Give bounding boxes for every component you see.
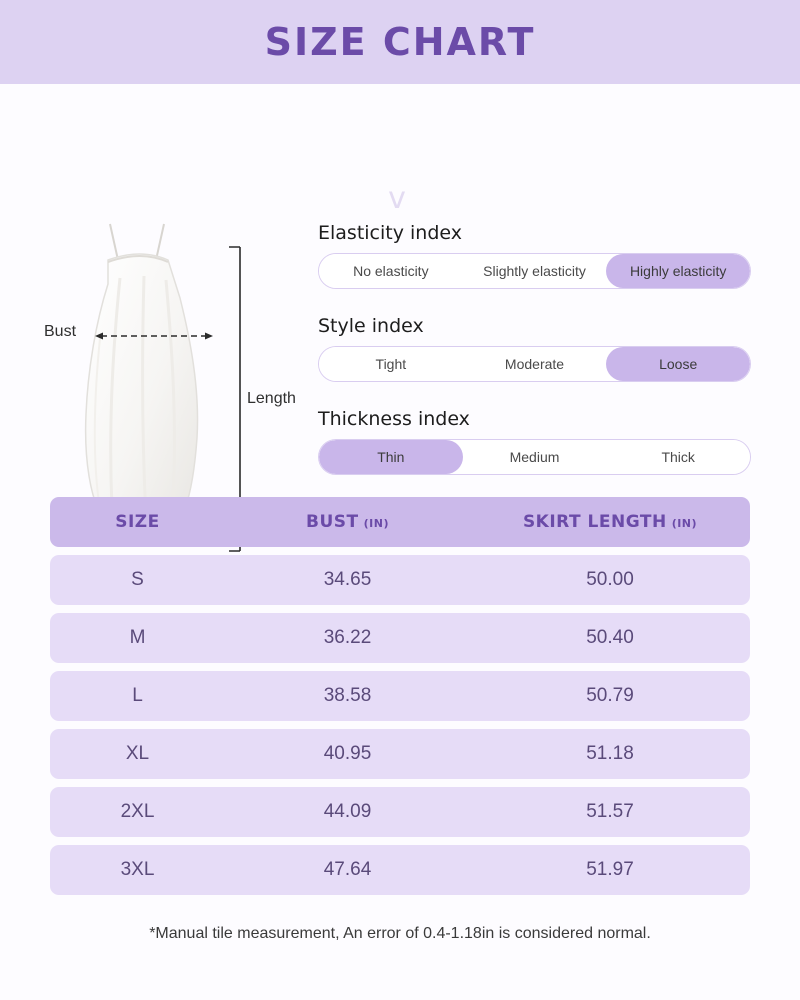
table-row (50, 729, 750, 779)
bust-measure-label: Bust (44, 323, 77, 340)
header-skirt-length-label: SKIRT LENGTH (522, 512, 667, 532)
elasticity-index-block (318, 222, 752, 289)
thickness-index-block (318, 408, 752, 475)
style-index-block (318, 315, 752, 382)
thickness-option-medium[interactable]: Medium (463, 440, 607, 474)
style-option-loose[interactable]: Loose (606, 347, 750, 381)
cell-bust: 44.09 (323, 801, 372, 822)
style-option-moderate[interactable]: Moderate (463, 347, 607, 381)
thickness-option-thick[interactable]: Thick (606, 440, 750, 474)
top-section (0, 84, 800, 484)
table-row (50, 613, 750, 663)
page-header (0, 0, 800, 84)
cell-skirt-length: 50.00 (586, 569, 634, 590)
cell-bust: 47.64 (323, 859, 372, 880)
elasticity-option-no[interactable]: No elasticity (319, 254, 463, 288)
cell-size: 3XL (120, 859, 155, 880)
size-table (50, 497, 750, 903)
elasticity-index-bar[interactable] (318, 253, 751, 289)
cell-bust: 38.58 (323, 685, 372, 706)
thickness-option-thin[interactable]: Thin (319, 440, 463, 474)
cell-skirt-length: 51.57 (586, 801, 634, 822)
cell-skirt-length: 50.79 (586, 685, 634, 706)
cell-bust: 36.22 (323, 627, 372, 648)
elasticity-option-high[interactable]: Highly elasticity (606, 254, 750, 288)
cell-bust: 40.95 (323, 743, 372, 764)
thickness-index-title: Thickness index (318, 408, 470, 430)
index-section (318, 222, 752, 501)
page-title: SIZE CHART (264, 20, 536, 64)
header-bust-label: BUST (306, 512, 359, 532)
header-bust (225, 512, 470, 532)
header-bust-unit: (IN) (363, 517, 389, 530)
table-header-row (50, 497, 750, 547)
cell-skirt-length: 51.97 (586, 859, 634, 880)
table-row (50, 671, 750, 721)
cell-skirt-length: 51.18 (586, 743, 634, 764)
style-index-title: Style index (318, 315, 424, 337)
cell-size: XL (125, 743, 150, 764)
elasticity-option-slight[interactable]: Slightly elasticity (463, 254, 607, 288)
cell-size: L (132, 685, 143, 706)
style-index-bar[interactable] (318, 346, 751, 382)
cell-size: M (129, 627, 146, 648)
table-row (50, 555, 750, 605)
bust-measure-arrow-icon (95, 331, 213, 341)
cell-size: S (131, 569, 144, 590)
chevron-down-icon: v (388, 181, 406, 216)
length-measure-label: Length (247, 390, 296, 407)
cell-bust: 34.65 (323, 569, 372, 590)
table-row (50, 845, 750, 895)
style-option-tight[interactable]: Tight (319, 347, 463, 381)
header-size: SIZE (115, 512, 160, 532)
cell-size: 2XL (120, 801, 155, 822)
header-skirt-length (470, 512, 750, 532)
thickness-index-bar[interactable] (318, 439, 751, 475)
header-skirt-length-unit: (IN) (671, 517, 698, 530)
table-row (50, 787, 750, 837)
measurement-footnote: *Manual tile measurement, An error of 0.4-1.18in is considered normal. (149, 925, 651, 942)
cell-skirt-length: 50.40 (586, 627, 634, 648)
elasticity-index-title: Elasticity index (318, 222, 462, 244)
